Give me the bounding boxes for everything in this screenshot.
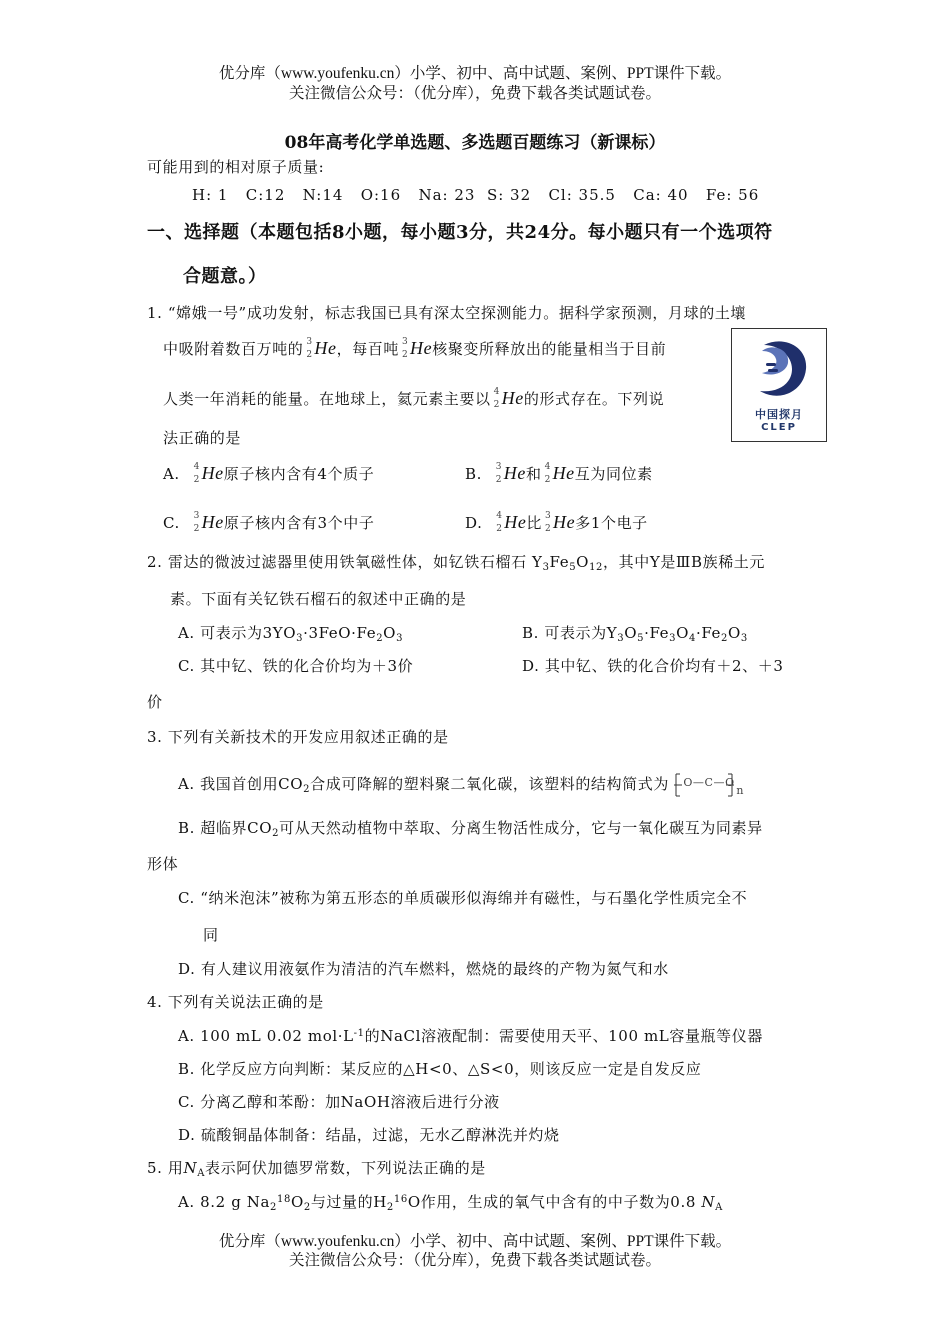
q2-line-2: 素。下面有关钇铁石榴石的叙述中正确的是	[170, 590, 467, 608]
q1-option-a: A. 4 2 He原子核内含有4个质子	[163, 462, 375, 485]
he-3-symbol: He	[314, 338, 337, 358]
logo-english-text: CLEP	[761, 422, 797, 433]
q3-option-d: D. 有人建议用液氨作为清洁的汽车燃料，燃烧的最终的产物为氮气和水	[178, 960, 669, 978]
q1-option-c: C. 3 2 He原子核内含有3个中子	[163, 511, 375, 534]
q1-line-2: 中吸附着数百万吨的 3 2 He，每百吨 3 2 He核聚变所释放出的能量相当于目前	[163, 337, 667, 360]
polymer-structure: O—C—O n	[683, 776, 744, 797]
q2-option-d-tail: 价	[147, 693, 163, 711]
q3-option-b: B. 超临界$CO_2$可从天然动植物中萃取、分离生物活性成分，它与一氧化碳互为同素异	[178, 819, 763, 839]
moon-crescent-icon	[732, 329, 826, 409]
he-3-symbol: He	[410, 338, 433, 358]
q4-option-a: A. 100 mL 0.02 $mol\cdot L^{-1}$的NaCl溶液配制：需要使用天平、100 mL容量瓶等仪器	[178, 1027, 763, 1045]
q1-option-d: D. 4 2 He比 3 2 He多1个电子	[465, 511, 648, 534]
atomic-mass-list: H: 1 C:12 N:14 O:16 Na: 23 S: 32 Cl: 35.5 Ca: 40 Fe: 56	[192, 186, 760, 204]
section-heading-line-1: 一、选择题（本题包括8小题，每小题3分，共24分。每小题只有一个选项符	[147, 222, 773, 243]
header-line-1: 优分库（www.youfenku.cn）小学、初中、高中试题、案例、PPT课件下载。	[218, 65, 732, 82]
q2-option-b: B. 可表示为$Y_3O_5\cdot Fe_3O_4\cdot Fe_2O_3$	[522, 624, 748, 644]
atomic-mass-label: 可能用到的相对原子质量:	[147, 158, 325, 176]
q3-stem: 3. 下列有关新技术的开发应用叙述正确的是	[147, 728, 449, 746]
q1-line-1: 1. “嫦娥一号”成功发射，标志我国已具有深太空探测能力。据科学家预测，月球的土壤	[147, 304, 747, 322]
q1-line-3: 人类一年消耗的能量。在地球上，氦元素主要以 4 2 He的形式存在。下列说	[163, 387, 665, 410]
header-line-2: 关注微信公众号：（优分库），免费下载各类试题试卷。	[288, 85, 661, 102]
q1-line-4: 法正确的是	[163, 429, 242, 447]
q2-line-1: 2. 雷达的微波过滤器里使用铁氧磁性体，如钇铁石榴石 $Y_3Fe_5O_{12}$，其中Y是ⅢB族稀土元	[147, 553, 766, 573]
q2-option-d: D. 其中钇、铁的化合价均有＋2、＋3	[522, 657, 784, 675]
logo-chinese-text: 中国探月	[755, 408, 803, 421]
q4-option-c: C. 分离乙醇和苯酚：加NaOH溶液后进行分液	[178, 1093, 500, 1111]
page-title: 08年高考化学单选题、多选题百题练习（新课标）	[284, 133, 666, 153]
footer-line-1: 优分库（www.youfenku.cn）小学、初中、高中试题、案例、PPT课件下载。	[218, 1233, 732, 1250]
footer-line-2: 关注微信公众号：（优分库），免费下载各类试题试卷。	[288, 1252, 661, 1269]
he-4-symbol: He	[501, 388, 524, 408]
q2-option-c: C. 其中钇、铁的化合价均为＋3价	[178, 657, 414, 675]
q5-option-a: A. 8.2 g $Na_2^{18}O_2$与过量的$H_2^{16}O$作用，生成的氧气中含有的中子数为0.8 $N_A$	[178, 1193, 723, 1213]
q3-option-c: C. “纳米泡沫”被称为第五形态的单质碳形似海绵并有磁性，与石墨化学性质完全不	[178, 889, 748, 907]
q4-option-d: D. 硫酸铜晶体制备：结晶，过滤，无水乙醇淋洗并灼烧	[178, 1126, 560, 1144]
q2-option-a: A. 可表示为$3YO_3\cdot 3FeO\cdot Fe_2O_3$	[178, 624, 404, 644]
q3-option-a: A. 我国首创用$CO_2$合成可降解的塑料聚二氧化碳，该塑料的结构简式为 O—C—O n	[178, 770, 748, 800]
q1-option-b: B. 3 2 He和 4 2 He互为同位素	[465, 462, 653, 485]
q4-stem: 4. 下列有关说法正确的是	[147, 993, 324, 1011]
q5-stem: 5. 用$N_A$表示阿伏加德罗常数，下列说法正确的是	[147, 1159, 486, 1179]
q4-option-b: B. 化学反应方向判断：某反应的△H<0、△S<0，则该反应一定是自发反应	[178, 1060, 702, 1078]
q3-option-b-tail: 形体	[147, 855, 179, 873]
q3-option-c-tail: 同	[203, 926, 219, 944]
section-heading-line-2: 合题意。）	[183, 266, 267, 287]
clep-logo	[731, 328, 827, 442]
